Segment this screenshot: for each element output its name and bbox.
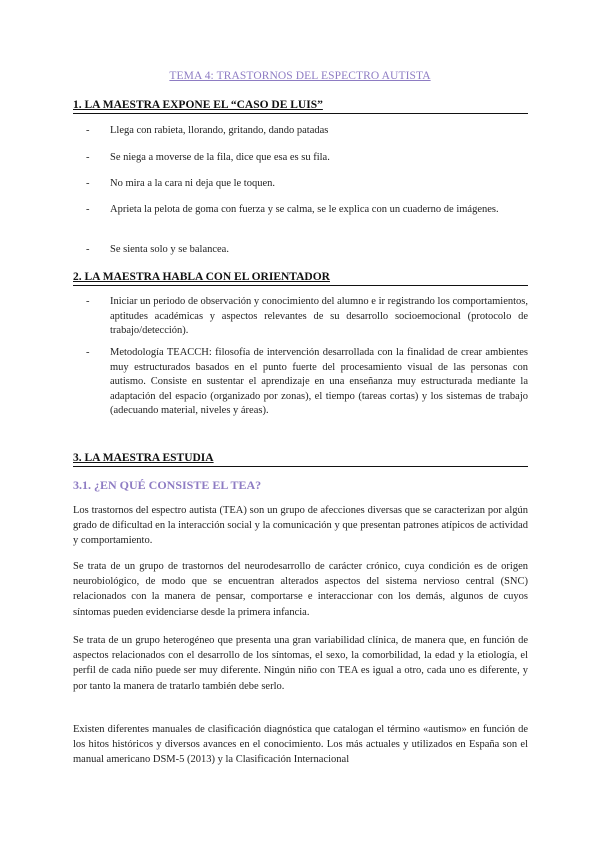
list-item: - Iniciar un periodo de observación y conocimiento del alumno e ir registrando los comportamientos, aptitudes académicas y aspectos relevantes de su desarrollo socioemocional (protocolo de trabajo/detección). xyxy=(86,296,528,337)
section-1-heading: 1. LA MAESTRA EXPONE EL “CASO DE LUIS” xyxy=(73,98,528,114)
section-3-1-subheading: 3.1. ¿EN QUÉ CONSISTE EL TEA? xyxy=(73,478,262,492)
bullet-dash: - xyxy=(86,244,90,255)
paragraph: Los trastornos del espectro autista (TEA) son un grupo de afecciones diversas que se caracterizan por algún grado de dificultad en la interacción social y la comunicación y que presentan patrones atípicos de actividad y comportamiento. xyxy=(73,505,528,547)
bullet-dash: - xyxy=(86,204,90,215)
paragraph: Se trata de un grupo de trastornos del neurodesarrollo de carácter crónico, cuya condición es de origen neurobiológico, de modo que se encuentran alterados aspectos del sistema nervioso central (SNC) relacionados con la manera de pensar, comportarse e interaccionar con los demás, algunos de cuyos síntomas pueden evidenciarse desde la primera infancia. xyxy=(73,561,528,618)
list-item: - No mira a la cara ni deja que le toquen. xyxy=(86,177,528,192)
document-title: TEMA 4: TRASTORNOS DEL ESPECTRO AUTISTA xyxy=(169,70,431,82)
list-item: - Se sienta solo y se balancea. xyxy=(86,243,528,258)
bullet-dash: - xyxy=(86,296,90,307)
bullet-dash: - xyxy=(86,178,90,189)
paragraph: Se trata de un grupo heterogéneo que presenta una gran variabilidad clínica, de manera que, en función de aspectos relacionados con el desarrollo de los síntomas, el sexo, la comorbilidad, la edad y la etiología, el perfil de cada niño puede ser muy diferente. Ningún niño con TEA es igual a otro, cada uno es diferente, y por tanto la manera de tratarlo también debe serlo. xyxy=(73,635,528,692)
list-item: - Metodología TEACCH: filosofía de intervención desarrollada con la finalidad de crear ambientes muy estructurados basados en el punto fuerte del procesamiento visual de las personas con autismo. Consiste en sustentar el aprendizaje en una enseñanza muy estructurada mediante la adaptación del espacio (organizado por zonas), el tiempo (tareas cortas) y los sistemas de trabajo (adecuando material, niveles y áreas). xyxy=(86,347,528,417)
section-3-heading: 3. LA MAESTRA ESTUDIA xyxy=(73,451,528,467)
paragraph: Existen diferentes manuales de clasificación diagnóstica que catalogan el término «autismo» en función de los hitos históricos y diversos avances en el conocimiento. Los más actuales y utilizados en España son el manual americano DSM-5 (2013) y la Clasificación Internacional xyxy=(73,724,528,766)
list-item: - Aprieta la pelota de goma con fuerza y se calma, se le explica con un cuaderno de imágenes. xyxy=(86,203,528,218)
bullet-dash: - xyxy=(86,347,90,358)
bullet-dash: - xyxy=(86,125,90,136)
bullet-dash: - xyxy=(86,152,90,163)
list-item: - Llega con rabieta, llorando, gritando, dando patadas xyxy=(86,124,528,139)
list-item: - Se niega a moverse de la fila, dice que esa es su fila. xyxy=(86,151,528,166)
section-2-heading: 2. LA MAESTRA HABLA CON EL ORIENTADOR xyxy=(73,270,528,286)
